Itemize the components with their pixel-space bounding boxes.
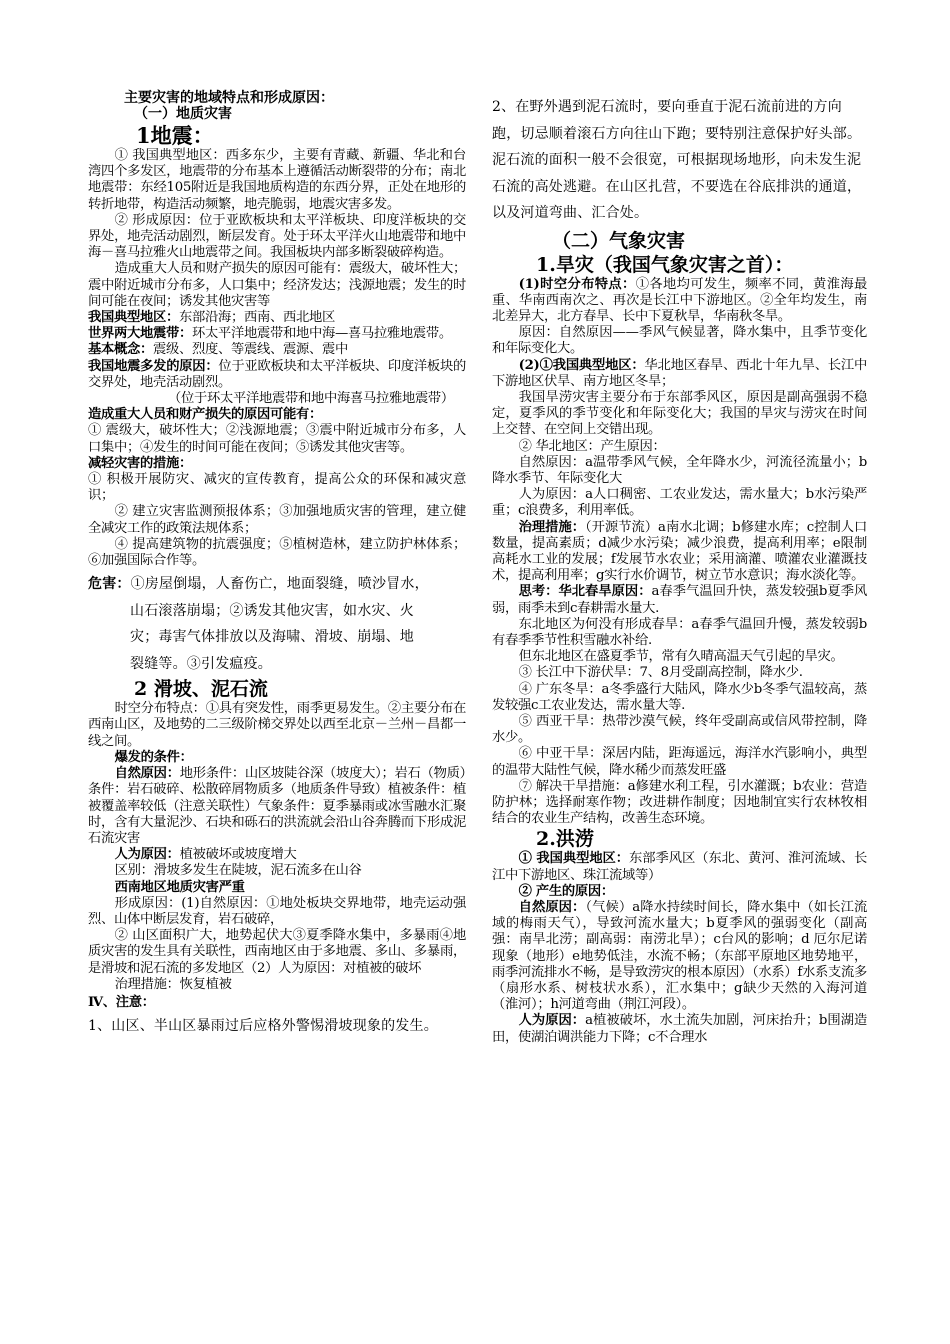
drought-northeast-2: 但东北地区在盛夏季节，常有久晴高温天气引起的旱灾。 — [518, 649, 844, 665]
sw-label: 西南地区地质灾害严重 — [114, 879, 245, 895]
drought-guangdong: ④ 广东冬旱：a冬季盛行大陆风，降水少b冬季气温较高，蒸发较强c工农业发达，需水量大等. — [492, 681, 867, 713]
harm-line-2: 山石滚落崩塌；②诱发其他灾害，如水灾、火 — [130, 602, 414, 619]
eq-concept: 基本概念：震级、烈度、等震线、震源、震中 — [88, 342, 348, 358]
note-1: 1、山区、半山区暴雨过后应格外警惕滑坡现象的发生。 — [88, 1018, 438, 1035]
flood-region: ① 我国典型地区：东部季风区（东北、黄河、淮河流域、长江中下游地区、珠江流域等） — [492, 851, 867, 883]
main-heading: 主要灾害的地域特点和形成原因： — [124, 90, 334, 106]
drought-p7: 人为原因：a人口稠密、工农业发达，需水量大；b水污染严重；c浪费多，利用率低。 — [492, 487, 867, 519]
left-column — [88, 90, 466, 1040]
drought-title: 1.旱灾（我国气象灾害之首）： — [536, 253, 794, 276]
sw-paragraph-1: 形成原因：(1)自然原因：①地处板块交界地带，地壳运动强烈、山体中断层发育，岩石破碎， — [88, 895, 466, 927]
drought-control: 治理措施：（开源节流）a南水北调；b修建水库；c控制人口数量，提高素质；d减少水污染；减少浪费，提高利用率；e限制高耗水工业的发展；f发展节水农业；采用滴灌、喷灌农业灌溉技术，提高利用率；g实行水价调节，树立节水意识；海水淡化等。 — [492, 519, 868, 584]
drought-think: 思考：华北春旱原因：a春季气温回升快，蒸发较强b夏季风弱，雨季未到c春耕需水量大. — [492, 584, 868, 616]
flood-title: 2.洪涝 — [536, 828, 594, 851]
sw-paragraph-3: 治理措施：恢复植被 — [114, 976, 232, 992]
eq-loss-label: 造成重大人员和财产损失的原因可能有： — [88, 407, 322, 423]
drought-central-asia: ⑥ 中亚干旱：深居内陆，距海遥远，海洋水汽影响小，典型的温带大陆性气候，降水稀少而蒸发旺盛 — [492, 746, 867, 778]
drought-west-asia: ⑤ 西亚干旱：热带沙漠气候，终年受副高或信风带控制，降水少。 — [492, 713, 867, 746]
mitigation-2: ② 建立灾害监测预报体系；③加强地质灾害的管理，建立健全减灾工作的政策法规体系； — [88, 504, 466, 536]
eq-cause-note: （位于环太平洋地震带和地中海喜马拉雅地震带） — [168, 391, 454, 407]
harm-block — [88, 571, 466, 677]
earthquake-title: 1地震： — [136, 123, 214, 148]
harm-line-4: 裂缝等。③引发瘟疫。 — [130, 655, 272, 672]
ls-trigger: 爆发的条件： — [114, 749, 193, 765]
flood-cause-label: ② 产生的原因： — [518, 883, 614, 899]
geo-heading: （一）地质灾害 — [134, 106, 232, 122]
mitigation-label: 减轻灾害的措施： — [88, 455, 192, 471]
meteorological-title: （二）气象灾害 — [552, 229, 686, 252]
eq-paragraph-1: ① 我国典型地区：西多东少，主要有青藏、新疆、华北和台湾四个多发区，地震带的分布基本上遵循活动断裂带的分布；南北地震带：东经105附近是我国地质构造的东西分界，正处在地形的转折地带，构造活动频繁，地壳脆弱，地震灾害多发。 — [88, 148, 466, 212]
mitigation-1: ① 积极开展防灾、减灾的宣传教育，提高公众的环保和减灾意识； — [88, 472, 466, 504]
sw-paragraph-2: ② 山区面积广大，地势起伏大③夏季降水集中，多暴雨④地质灾害的发生具有关联性，西南地区由于多地震、多山、多暴雨，是滑坡和泥石流的多发地区（2）人为原因：对植被的破坏 — [88, 928, 466, 976]
drought-p6: 自然原因：a温带季风气候，全年降水少，河流径流量小；b降水季节、年际变化大 — [492, 454, 867, 486]
harm-line-3: 灾；毒害气体排放以及海啸、滑坡、崩塌、地 — [130, 629, 414, 646]
landslide-title: 2 滑坡、泥石流 — [134, 678, 268, 701]
drought-solution: ⑦ 解决干旱措施：a修建水利工程，引水灌溉；b农业：营造防护林；选择耐寒作物；改进耕作制度；因地制宜实行农林牧相结合的农业生产结构，改善生态环境。 — [492, 778, 867, 827]
harm-label: 危害： — [88, 576, 131, 593]
flood-natural: 自然原因：（气候）a降水持续时间长，降水集中（如长江流域的梅雨天气），导致河流水量大；b夏季风的强弱变化（副高强：南旱北涝；副高弱：南涝北旱）；c台风的影响；d 厄尔尼诺现象（地形）e地势低洼，水流不畅；（东部平原地区地势地平，雨季河流排水不畅，是导致涝灾的根本原因）（水系）f水系支流多（扇形水系、树枝状水系），汇水集中；g缺少天然的入海河道（淮河）；h河道弯曲（荆江河段）。 — [492, 900, 867, 1013]
drought-p3: (2)①我国典型地区：华北地区春旱、西北十年九旱、长江中下游地区伏旱、南方地区冬旱； — [492, 357, 867, 389]
eq-loss-text: ① 震级大，破坏性大；②浅源地震；③震中附近城市分布多，人口集中；④发生的时间可能在夜间；⑤诱发其他灾害等。 — [88, 423, 466, 455]
drought-p2: 原因：自然原因——季风气候显著，降水集中，且季节变化和年际变化大。 — [492, 325, 867, 357]
drought-northeast-1: 东北地区为何没有形成春旱：a春季气温回升慢，蒸发较弱b有春季季节性积雪融水补给. — [492, 616, 867, 648]
eq-cause: 我国地震多发的原因：位于亚欧板块和太平洋板块、印度洋板块的交界处，地壳活动剧烈。 — [88, 358, 466, 390]
drought-p5: ② 华北地区：产生原因： — [518, 438, 666, 454]
eq-paragraph-3: 造成重大人员和财产损失的原因可能有：震级大，破坏性大；震中附近城市分布多，人口集中；经济发达；浅源地震；发生的时间可能在夜间；诱发其他灾害等 — [88, 261, 466, 309]
eq-paragraph-2: ② 形成原因：位于亚欧板块和太平洋板块、印度洋板块的交界处，地壳活动剧烈，断层发育。处于环太平洋火山地震带和地中海－喜马拉雅火山地震带之间。我国板块内部多断裂破碎构造。 — [88, 212, 466, 261]
drought-p1: (1)时空分布特点：①各地均可发生，频率不同，黄淮海最重、华南西南次之、再次是长江中下游地区。②全年均发生，南北差异大，北方春旱、长中下夏秋旱，华南秋冬旱。 — [492, 276, 867, 324]
flood-human: 人为原因：a植被破坏，水土流失加剧，河床抬升；b围湖造田，使湖泊调洪能力下降；c不合理水 — [492, 1013, 867, 1045]
drought-p4: 我国旱涝灾害主要分布于东部季风区，原因是副高强弱不稳定，夏季风的季节变化和年际变化大；我国的旱灾与涝灾在时间上交替、在空间上交错出现。 — [492, 389, 867, 438]
ls-difference: 区别：滑坡多发生在陡坡，泥石流多在山谷 — [114, 863, 362, 879]
ls-natural: 自然原因：地形条件：山区坡陡谷深（坡度大）；岩石（物质）条件：岩石破碎、松散碎屑物质多（地质条件导致）植被条件：植被覆盖率较低（注意关联性）气象条件：夏季暴雨或冰雪融水汇聚时，含有大量泥沙、石块和砾石的洪流就会沿山谷奔腾而下形成泥石流灾害 — [88, 766, 466, 846]
eq-belts: 世界两大地震带：环太平洋地震带和地中海—喜马拉雅地震带。 — [88, 326, 452, 342]
note-2: 2、在野外遇到泥石流时，要向垂直于泥石流前进的方向跑，切忌顺着滚石方向往山下跑；要特别注意保护好头部。泥石流的面积一般不会很宽，可根据现场地形，向未发生泥石流的高处逃避。在山区扎营，不要选在谷底排洪的通道，以及河道弯曲、汇合处。 — [492, 99, 862, 221]
ls-paragraph-1: 时空分布特点：①具有突发性，雨季更易发生。②主要分布在西南山区，及地势的二三级阶梯交界处以西至北京－兰州－昌都一线之间。 — [88, 701, 466, 749]
harm-line-1: ①房屋倒塌，人畜伤亡，地面裂缝，喷沙冒水， — [130, 576, 429, 593]
note-label: Ⅳ、注意： — [88, 994, 155, 1010]
mitigation-3: ④ 提高建筑物的抗震强度；⑤植树造林，建立防护林体系；⑥加强国际合作等。 — [88, 536, 466, 569]
eq-region: 我国典型地区：东部沿海；西南、西北地区 — [88, 310, 335, 326]
right-column — [492, 94, 867, 1046]
ls-human: 人为原因：植被破坏或坡度增大 — [114, 847, 297, 863]
drought-changjiang: ③ 长江中下游伏旱：7、8月受副高控制，降水少. — [518, 665, 803, 681]
